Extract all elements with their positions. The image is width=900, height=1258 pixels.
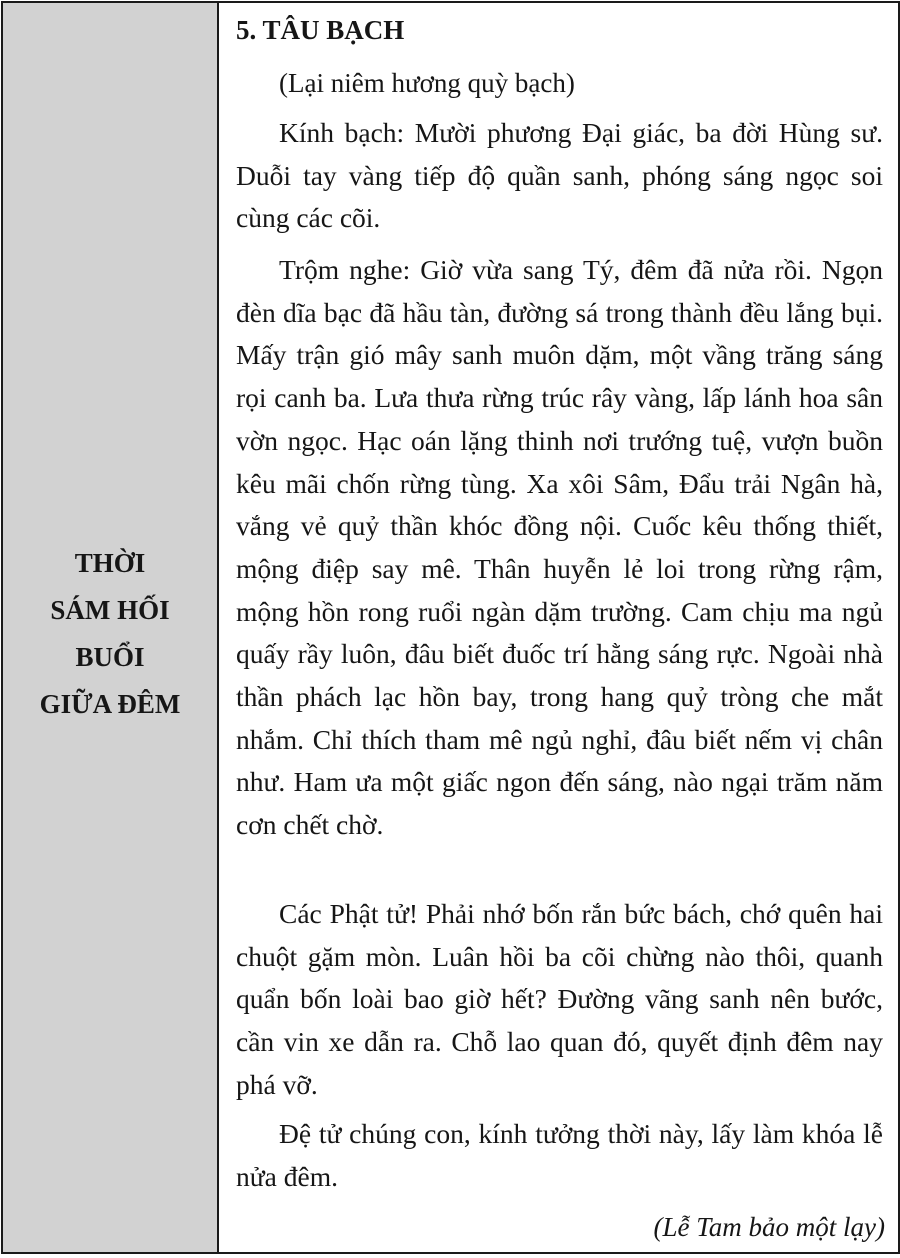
section-label-column [3, 3, 219, 1252]
section-title-line: THỜI [74, 548, 146, 578]
paragraph: Đệ tử chúng con, kính tưởng thời này, lấy làm khóa lễ nửa đêm. [236, 1118, 883, 1192]
paragraph: Trộm nghe: Giờ vừa sang Tý, đêm đã nửa rồi. Ngọn đèn dĩa bạc đã hầu tàn, đường sá trong thành đều lắng bụi. Mấy trận gió mây sanh muôn dặm, một vầng trăng sáng rọi canh ba. Lưa thưa rừng trúc rây vàng, lấp lánh hoa sân vờn ngọc. Hạc oán lặng thinh nơi trướng tuệ, vượn buồn kêu mãi chốn rừng tùng. Xa xôi Sâm, Đẩu trải Ngân hà, vắng vẻ quỷ thần khóc đồng nội. Cuốc kêu thống thiết, mộng điệp say mê. Thân huyễn lẻ loi trong rừng rậm, mộng hồn rong ruổi ngàn dặm trường. Cam chịu ma ngủ quấy rầy luôn, đâu biết đuốc trí hằng sáng rực. Ngoài nhà thần phách lạc hồn bay, trong hang quỷ tròng che mắt nhắm. Chỉ thích tham mê ngủ nghỉ, đâu biết nếm vị chân như. Ham ưa một giấc ngon đến sáng, nào ngại trăm năm cơn chết chờ. [236, 254, 883, 841]
section-title-line: GIỮA ĐÊM [39, 689, 181, 719]
section-title-line: BUỔI [75, 642, 145, 672]
content-subtitle: (Lại niêm hương quỳ bạch) [279, 68, 575, 98]
document-frame [1, 1, 900, 1254]
content-column [219, 3, 898, 1252]
paragraph: Các Phật tử! Phải nhớ bốn rắn bức bách, chớ quên hai chuột gặm mòn. Luân hồi ba cõi chừng nào thôi, quanh quẩn bốn loài bao giờ hết? Đường vãng sanh nên bước, cần vin xe dẫn ra. Chỗ lao quan đó, quyết định đêm nay phá vỡ. [236, 898, 883, 1100]
closing-note: (Lễ Tam bảo một lạy) [653, 1212, 885, 1242]
content-heading: 5. TÂU BẠCH [236, 15, 405, 45]
section-title [3, 540, 217, 728]
section-title-line: SÁM HỐI [50, 595, 170, 625]
paragraph: Kính bạch: Mười phương Đại giác, ba đời Hùng sư. Duỗi tay vàng tiếp độ quần sanh, phóng sáng ngọc soi cùng các cõi. [236, 117, 883, 234]
